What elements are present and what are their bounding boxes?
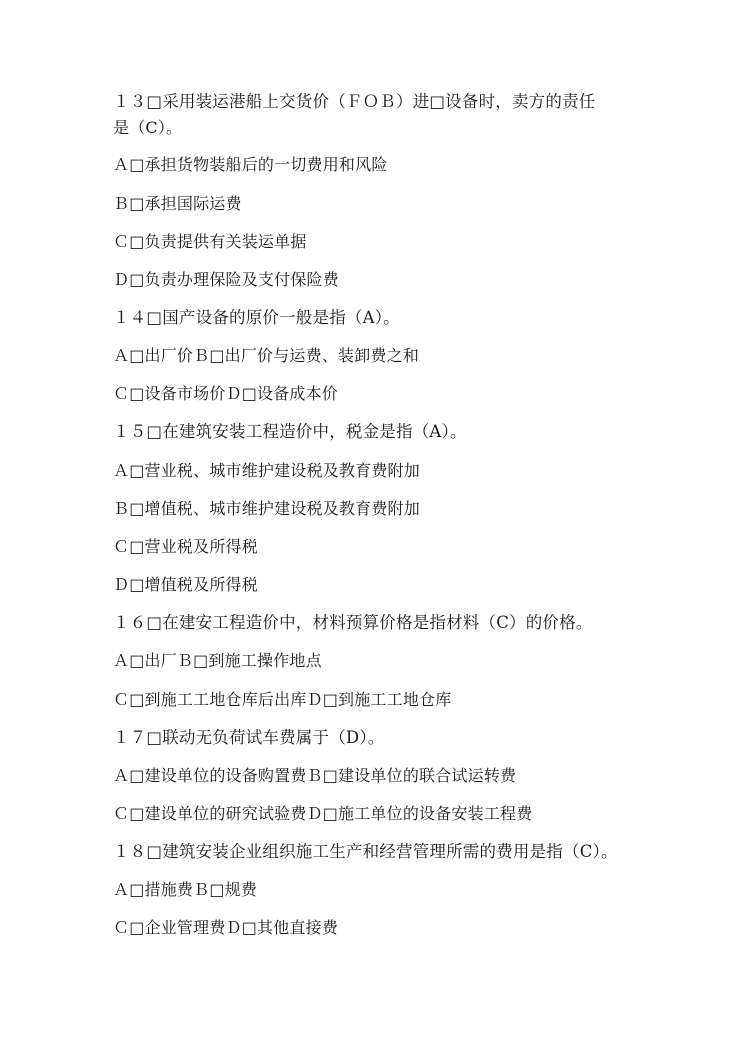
question-14-stem: １４□国产设备的原价一般是指（A）。 [113, 308, 400, 327]
question-13-stem-line1: １３□采用装运港船上交货价（ＦＯＢ）进□设备时，卖方的责任 [113, 92, 596, 111]
question-13-option-d: Ｄ□负责办理保险及支付保险费 [113, 270, 339, 289]
question-16-options-ab: Ａ□出厂Ｂ□到施工操作地点 [113, 651, 322, 670]
question-15-option-a: Ａ□营业税、城市维护建设税及教育费附加 [113, 461, 420, 480]
question-15-stem: １５□在建筑安装工程造价中，税金是指（A）。 [113, 422, 467, 441]
question-14-options-ab: Ａ□出厂价Ｂ□出厂价与运费、装卸费之和 [113, 346, 420, 365]
question-13-stem-line2: 是（C）。 [113, 118, 183, 137]
question-15-option-d: Ｄ□增值税及所得税 [113, 575, 258, 594]
question-18-stem: １８□建筑安装企业组织施工生产和经营管理所需的费用是指（C）。 [113, 842, 618, 861]
question-14-options-cd: Ｃ□设备市场价Ｄ□设备成本价 [113, 384, 339, 403]
question-17-options-cd: Ｃ□建设单位的研究试验费Ｄ□施工单位的设备安装工程费 [113, 804, 533, 823]
question-13-option-b: Ｂ□承担国际运费 [113, 194, 242, 213]
question-15-option-c: Ｃ□营业税及所得税 [113, 537, 258, 556]
question-17-options-ab: Ａ□建设单位的设备购置费Ｂ□建设单位的联合试运转费 [113, 766, 517, 785]
question-18-options-ab: Ａ□措施费Ｂ□规费 [113, 880, 258, 899]
question-13-option-a: Ａ□承担货物装船后的一切费用和风险 [113, 155, 388, 174]
question-15-option-b: Ｂ□增值税、城市维护建设税及教育费附加 [113, 499, 420, 518]
question-13-option-c: Ｃ□负责提供有关装运单据 [113, 232, 307, 251]
question-18-options-cd: Ｃ□企业管理费Ｄ□其他直接费 [113, 918, 339, 937]
question-16-stem: １６□在建安工程造价中，材料预算价格是指材料（C）的价格。 [113, 613, 593, 632]
question-16-options-cd: Ｃ□到施工工地仓库后出库Ｄ□到施工工地仓库 [113, 690, 452, 709]
question-17-stem: １７□联动无负荷试车费属于（D）。 [113, 728, 385, 747]
